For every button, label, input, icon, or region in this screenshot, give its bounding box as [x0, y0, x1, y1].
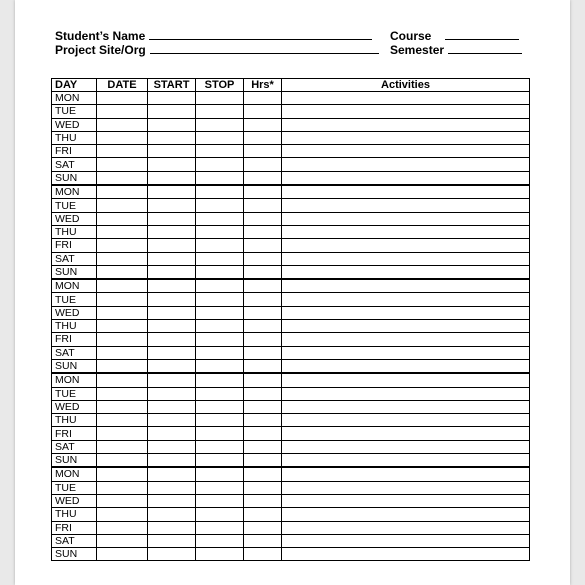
table-row — [52, 239, 530, 252]
day-cell: SAT — [52, 158, 97, 171]
stop-cell[interactable] — [196, 548, 244, 561]
day-cell: SAT — [52, 252, 97, 265]
activities-cell[interactable] — [282, 293, 530, 306]
date-cell[interactable] — [97, 171, 148, 185]
table-row — [52, 265, 530, 279]
stop-cell[interactable] — [196, 306, 244, 319]
day-cell: TUE — [52, 199, 97, 212]
activities-cell[interactable] — [282, 494, 530, 507]
start-cell[interactable] — [148, 359, 196, 373]
hrs-cell[interactable] — [244, 185, 282, 199]
date-cell[interactable] — [97, 346, 148, 359]
hrs-cell[interactable] — [244, 212, 282, 225]
start-cell[interactable] — [148, 427, 196, 440]
table-row — [52, 145, 530, 158]
semester-line[interactable] — [448, 42, 522, 54]
start-cell[interactable] — [148, 145, 196, 158]
col-header-stop: STOP — [196, 79, 244, 92]
activities-cell[interactable] — [282, 265, 530, 279]
start-cell[interactable] — [148, 373, 196, 387]
day-cell: FRI — [52, 521, 97, 534]
date-cell[interactable] — [97, 212, 148, 225]
hrs-cell[interactable] — [244, 199, 282, 212]
activities-cell[interactable] — [282, 534, 530, 547]
semester-field[interactable] — [390, 42, 522, 57]
stop-cell[interactable] — [196, 199, 244, 212]
stop-cell[interactable] — [196, 92, 244, 105]
stop-cell[interactable] — [196, 494, 244, 507]
table-header-row — [52, 79, 530, 92]
hrs-cell[interactable] — [244, 400, 282, 413]
activities-cell[interactable] — [282, 239, 530, 252]
date-cell[interactable] — [97, 118, 148, 131]
student-name-label: Student’s Name — [55, 29, 146, 43]
date-cell[interactable] — [97, 92, 148, 105]
day-cell: THU — [52, 508, 97, 521]
col-header-hrs: Hrs* — [244, 79, 282, 92]
stop-cell[interactable] — [196, 346, 244, 359]
stop-cell[interactable] — [196, 454, 244, 468]
hrs-cell[interactable] — [244, 131, 282, 144]
stop-cell[interactable] — [196, 508, 244, 521]
start-cell[interactable] — [148, 225, 196, 238]
student-name-field[interactable] — [55, 28, 372, 43]
hrs-cell[interactable] — [244, 548, 282, 561]
date-cell[interactable] — [97, 239, 148, 252]
day-cell: TUE — [52, 293, 97, 306]
activities-cell[interactable] — [282, 118, 530, 131]
start-cell[interactable] — [148, 400, 196, 413]
activities-cell[interactable] — [282, 105, 530, 118]
start-cell[interactable] — [148, 346, 196, 359]
activities-cell[interactable] — [282, 387, 530, 400]
activities-cell[interactable] — [282, 145, 530, 158]
day-cell: FRI — [52, 427, 97, 440]
date-cell[interactable] — [97, 548, 148, 561]
activities-cell[interactable] — [282, 346, 530, 359]
start-cell[interactable] — [148, 239, 196, 252]
date-cell[interactable] — [97, 521, 148, 534]
table-row — [52, 387, 530, 400]
date-cell[interactable] — [97, 225, 148, 238]
table-row — [52, 333, 530, 346]
hrs-cell[interactable] — [244, 279, 282, 293]
day-cell: MON — [52, 185, 97, 199]
stop-cell[interactable] — [196, 239, 244, 252]
day-cell: THU — [52, 131, 97, 144]
col-header-date: DATE — [97, 79, 148, 92]
start-cell[interactable] — [148, 306, 196, 319]
stop-cell[interactable] — [196, 373, 244, 387]
date-cell[interactable] — [97, 158, 148, 171]
stop-cell[interactable] — [196, 158, 244, 171]
table-row — [52, 534, 530, 547]
activities-cell[interactable] — [282, 481, 530, 494]
hrs-cell[interactable] — [244, 534, 282, 547]
stop-cell[interactable] — [196, 145, 244, 158]
stop-cell[interactable] — [196, 521, 244, 534]
course-label: Course — [390, 29, 432, 43]
table-row — [52, 494, 530, 507]
day-cell: SAT — [52, 534, 97, 547]
day-cell: MON — [52, 373, 97, 387]
table-row — [52, 346, 530, 359]
project-site-label: Project Site/Org — [55, 43, 146, 57]
stop-cell[interactable] — [196, 333, 244, 346]
start-cell[interactable] — [148, 548, 196, 561]
day-cell: FRI — [52, 145, 97, 158]
hrs-cell[interactable] — [244, 481, 282, 494]
hrs-cell[interactable] — [244, 454, 282, 468]
date-cell[interactable] — [97, 293, 148, 306]
course-line[interactable] — [445, 28, 519, 40]
table-row — [52, 252, 530, 265]
stop-cell[interactable] — [196, 481, 244, 494]
table-row — [52, 212, 530, 225]
date-cell[interactable] — [97, 105, 148, 118]
hrs-cell[interactable] — [244, 346, 282, 359]
hrs-cell[interactable] — [244, 92, 282, 105]
table-row — [52, 373, 530, 387]
day-cell: SUN — [52, 454, 97, 468]
activities-cell[interactable] — [282, 320, 530, 333]
activities-cell[interactable] — [282, 92, 530, 105]
table-row — [52, 400, 530, 413]
start-cell[interactable] — [148, 212, 196, 225]
stop-cell[interactable] — [196, 171, 244, 185]
hrs-cell[interactable] — [244, 387, 282, 400]
table-row — [52, 481, 530, 494]
date-cell[interactable] — [97, 440, 148, 453]
activities-cell[interactable] — [282, 414, 530, 427]
stop-cell[interactable] — [196, 427, 244, 440]
date-cell[interactable] — [97, 252, 148, 265]
table-row — [52, 158, 530, 171]
date-cell[interactable] — [97, 333, 148, 346]
start-cell[interactable] — [148, 265, 196, 279]
date-cell[interactable] — [97, 387, 148, 400]
start-cell[interactable] — [148, 467, 196, 481]
activities-cell[interactable] — [282, 199, 530, 212]
date-cell[interactable] — [97, 131, 148, 144]
hrs-cell[interactable] — [244, 105, 282, 118]
start-cell[interactable] — [148, 454, 196, 468]
table-row — [52, 293, 530, 306]
table-row — [52, 185, 530, 199]
hrs-cell[interactable] — [244, 427, 282, 440]
stop-cell[interactable] — [196, 252, 244, 265]
date-cell[interactable] — [97, 467, 148, 481]
table-row — [52, 521, 530, 534]
date-cell[interactable] — [97, 185, 148, 199]
stop-cell[interactable] — [196, 105, 244, 118]
activities-cell[interactable] — [282, 131, 530, 144]
start-cell[interactable] — [148, 414, 196, 427]
stop-cell[interactable] — [196, 440, 244, 453]
day-cell: SAT — [52, 440, 97, 453]
table-row — [52, 118, 530, 131]
hrs-cell[interactable] — [244, 508, 282, 521]
activities-cell[interactable] — [282, 521, 530, 534]
table-row — [52, 199, 530, 212]
hrs-cell[interactable] — [244, 145, 282, 158]
table-row — [52, 359, 530, 373]
day-cell: WED — [52, 212, 97, 225]
hrs-cell[interactable] — [244, 373, 282, 387]
table-row — [52, 225, 530, 238]
start-cell[interactable] — [148, 508, 196, 521]
table-row — [52, 131, 530, 144]
date-cell[interactable] — [97, 373, 148, 387]
day-cell: THU — [52, 225, 97, 238]
start-cell[interactable] — [148, 92, 196, 105]
start-cell[interactable] — [148, 494, 196, 507]
day-cell: SAT — [52, 346, 97, 359]
stop-cell[interactable] — [196, 359, 244, 373]
date-cell[interactable] — [97, 265, 148, 279]
hrs-cell[interactable] — [244, 333, 282, 346]
activities-cell[interactable] — [282, 440, 530, 453]
date-cell[interactable] — [97, 199, 148, 212]
start-cell[interactable] — [148, 387, 196, 400]
day-cell: THU — [52, 414, 97, 427]
date-cell[interactable] — [97, 508, 148, 521]
activities-cell[interactable] — [282, 400, 530, 413]
day-cell: TUE — [52, 387, 97, 400]
stop-cell[interactable] — [196, 212, 244, 225]
semester-label: Semester — [390, 43, 445, 57]
stop-cell[interactable] — [196, 414, 244, 427]
activities-cell[interactable] — [282, 508, 530, 521]
hrs-cell[interactable] — [244, 359, 282, 373]
hrs-cell[interactable] — [244, 320, 282, 333]
activities-cell[interactable] — [282, 427, 530, 440]
start-cell[interactable] — [148, 118, 196, 131]
activities-cell[interactable] — [282, 467, 530, 481]
table-row — [52, 320, 530, 333]
col-header-start: START — [148, 79, 196, 92]
start-cell[interactable] — [148, 521, 196, 534]
table-row — [52, 279, 530, 293]
activities-cell[interactable] — [282, 333, 530, 346]
timesheet-table — [51, 78, 530, 561]
hrs-cell[interactable] — [244, 158, 282, 171]
date-cell[interactable] — [97, 145, 148, 158]
activities-cell[interactable] — [282, 225, 530, 238]
start-cell[interactable] — [148, 481, 196, 494]
project-site-line[interactable] — [150, 42, 379, 54]
start-cell[interactable] — [148, 333, 196, 346]
activities-cell[interactable] — [282, 185, 530, 199]
stop-cell[interactable] — [196, 185, 244, 199]
date-cell[interactable] — [97, 481, 148, 494]
hrs-cell[interactable] — [244, 414, 282, 427]
stop-cell[interactable] — [196, 320, 244, 333]
stop-cell[interactable] — [196, 293, 244, 306]
date-cell[interactable] — [97, 306, 148, 319]
day-cell: FRI — [52, 239, 97, 252]
activities-cell[interactable] — [282, 252, 530, 265]
start-cell[interactable] — [148, 252, 196, 265]
col-header-day: DAY — [52, 79, 97, 92]
date-cell[interactable] — [97, 279, 148, 293]
activities-cell[interactable] — [282, 158, 530, 171]
date-cell[interactable] — [97, 494, 148, 507]
timesheet-body — [52, 92, 530, 561]
day-cell: MON — [52, 92, 97, 105]
table-row — [52, 105, 530, 118]
course-field[interactable] — [390, 28, 519, 43]
day-cell: TUE — [52, 481, 97, 494]
table-row — [52, 92, 530, 105]
stop-cell[interactable] — [196, 467, 244, 481]
hrs-cell[interactable] — [244, 293, 282, 306]
start-cell[interactable] — [148, 199, 196, 212]
start-cell[interactable] — [148, 293, 196, 306]
table-row — [52, 171, 530, 185]
stop-cell[interactable] — [196, 279, 244, 293]
start-cell[interactable] — [148, 171, 196, 185]
activities-cell[interactable] — [282, 279, 530, 293]
table-row — [52, 467, 530, 481]
start-cell[interactable] — [148, 534, 196, 547]
start-cell[interactable] — [148, 185, 196, 199]
day-cell: WED — [52, 118, 97, 131]
student-name-line[interactable] — [149, 28, 372, 40]
activities-cell[interactable] — [282, 454, 530, 468]
date-cell[interactable] — [97, 400, 148, 413]
table-row — [52, 454, 530, 468]
activities-cell[interactable] — [282, 212, 530, 225]
day-cell: SUN — [52, 359, 97, 373]
day-cell: SUN — [52, 548, 97, 561]
table-row — [52, 548, 530, 561]
stop-cell[interactable] — [196, 534, 244, 547]
day-cell: THU — [52, 320, 97, 333]
start-cell[interactable] — [148, 131, 196, 144]
hrs-cell[interactable] — [244, 467, 282, 481]
day-cell: MON — [52, 467, 97, 481]
hrs-cell[interactable] — [244, 252, 282, 265]
day-cell: SUN — [52, 171, 97, 185]
activities-cell[interactable] — [282, 171, 530, 185]
date-cell[interactable] — [97, 454, 148, 468]
hrs-cell[interactable] — [244, 225, 282, 238]
day-cell: FRI — [52, 333, 97, 346]
table-row — [52, 508, 530, 521]
table-row — [52, 427, 530, 440]
stop-cell[interactable] — [196, 225, 244, 238]
project-site-field[interactable] — [55, 42, 379, 57]
activities-cell[interactable] — [282, 359, 530, 373]
stop-cell[interactable] — [196, 131, 244, 144]
stop-cell[interactable] — [196, 400, 244, 413]
day-cell: SUN — [52, 265, 97, 279]
hrs-cell[interactable] — [244, 118, 282, 131]
table-row — [52, 414, 530, 427]
date-cell[interactable] — [97, 427, 148, 440]
start-cell[interactable] — [148, 158, 196, 171]
table-row — [52, 306, 530, 319]
start-cell[interactable] — [148, 440, 196, 453]
activities-cell[interactable] — [282, 548, 530, 561]
hrs-cell[interactable] — [244, 239, 282, 252]
date-cell[interactable] — [97, 320, 148, 333]
day-cell: TUE — [52, 105, 97, 118]
start-cell[interactable] — [148, 105, 196, 118]
start-cell[interactable] — [148, 320, 196, 333]
hrs-cell[interactable] — [244, 440, 282, 453]
activities-cell[interactable] — [282, 306, 530, 319]
stop-cell[interactable] — [196, 387, 244, 400]
day-cell: MON — [52, 279, 97, 293]
date-cell[interactable] — [97, 359, 148, 373]
stop-cell[interactable] — [196, 265, 244, 279]
date-cell[interactable] — [97, 414, 148, 427]
start-cell[interactable] — [148, 279, 196, 293]
hrs-cell[interactable] — [244, 521, 282, 534]
date-cell[interactable] — [97, 534, 148, 547]
hrs-cell[interactable] — [244, 306, 282, 319]
stop-cell[interactable] — [196, 118, 244, 131]
table-row — [52, 440, 530, 453]
hrs-cell[interactable] — [244, 265, 282, 279]
hrs-cell[interactable] — [244, 494, 282, 507]
day-cell: WED — [52, 494, 97, 507]
day-cell: WED — [52, 306, 97, 319]
col-header-activities: Activities — [282, 79, 530, 92]
activities-cell[interactable] — [282, 373, 530, 387]
day-cell: WED — [52, 400, 97, 413]
hrs-cell[interactable] — [244, 171, 282, 185]
